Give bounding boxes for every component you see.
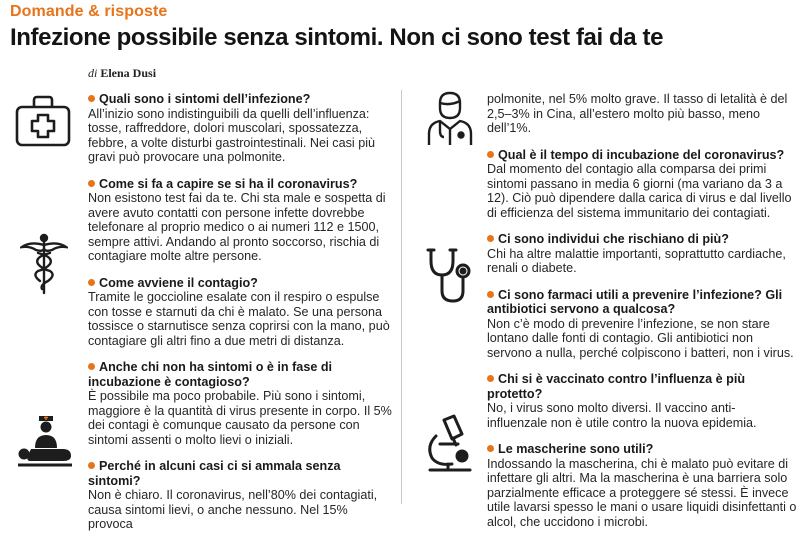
- qa-item: [487, 148, 797, 221]
- byline-prefix: di: [88, 66, 98, 80]
- bullet-dot: [487, 235, 494, 242]
- question-text: Qual è il tempo di incubazione del coronavirus?: [498, 147, 785, 162]
- answer: No, i virus sono molto diversi. Il vaccino anti- influenzale non è utile contro la nuova epidemia.: [487, 401, 757, 430]
- qa-item: [88, 177, 393, 264]
- qa-continuation: [487, 92, 797, 136]
- bullet-dot: [88, 279, 95, 286]
- doctor-icon: [426, 91, 474, 147]
- question-text: Ci sono farmaci utili a prevenire l’infezione? Gli antibiotici servono a qualcosa?: [487, 287, 783, 316]
- question-text: Come avviene il contagio?: [99, 275, 258, 290]
- question: [88, 92, 393, 107]
- page-title: Infezione possibile senza sintomi. Non ci sono test fai da te: [10, 24, 664, 51]
- question: [487, 442, 797, 457]
- question: [88, 276, 393, 291]
- right-column: [487, 92, 797, 541]
- answer: Non c’è modo di prevenire l’infezione, se non stare lontano dalle fonti di contagio. Gli antibiotici non servono a nulla, perché colpiscono i batteri, non i virus.: [487, 316, 794, 360]
- answer: All’inizio sono indistinguibili da quelli dell’influenza: tosse, raffreddore, dolori muscolari, spossatezza, febbre, a volte disturbi gastrointestinali. Nei casi più gravi può provocare una polmonite.: [88, 106, 376, 164]
- qa-item: [487, 442, 797, 529]
- first-aid-kit-icon: [14, 93, 72, 149]
- qa-item: [487, 372, 797, 430]
- answer: È possibile ma poco probabile. Più sono i sintomi, maggiore è la quantità di virus presente in corpo. Il 5% dei contagi è comunque causato da persone con sintomi assenti o molto lievi o iniziali.: [88, 389, 392, 447]
- bullet-dot: [88, 180, 95, 187]
- question-text: Come si fa a capire se si ha il coronavirus?: [99, 176, 358, 191]
- answer: Dal momento del contagio alla comparsa dei primi sintomi passano in media 6 giorni (ma variano da 3 a 12). Ciò può dipendere dalla carica di virus e dal livello di efficienza del sistema immunitario dei contagiati.: [487, 162, 792, 220]
- bullet-dot: [88, 363, 95, 370]
- bullet-dot: [487, 375, 494, 382]
- answer: Non esistono test fai da te. Chi sta male e sospetta di avere avuto contatti con persone infette dovrebbe telefonare al proprio medico o ai numeri 112 e 1500, sempre attivi. Andando al pronto soccorso, rischia di contagiare molte altre persone.: [88, 191, 386, 263]
- answer: Indossando la mascherina, chi è malato può evitare di infettare gli altri. Ma la mascherina è una barriera solo parzialmente efficace a proteggere sé stessi. È invece utile lavarsi spesso le mani o usare liquidi disinfettanti o alcol, che uccidono i microbi.: [487, 456, 797, 529]
- qa-item: [487, 288, 797, 361]
- question: [487, 148, 797, 163]
- question-text: Ci sono individui che rischiano di più?: [498, 232, 729, 246]
- qa-item: [487, 232, 797, 276]
- question: [88, 360, 393, 389]
- qa-item: [88, 276, 393, 349]
- caduceus-icon: [20, 233, 68, 295]
- bullet-dot: [487, 445, 494, 452]
- byline-author: Elena Dusi: [100, 66, 157, 80]
- answer: Non è chiaro. Il coronavirus, nell’80% dei contagiati, causa sintomi lievi, o anche nessuno. Nel 15% provoca: [88, 488, 378, 531]
- bullet-dot: [487, 151, 494, 158]
- byline: [88, 66, 156, 81]
- answer-continuation: polmonite, nel 5% molto grave. Il tasso di letalità è del 2,5–3% in Cina, all’estero molto più basso, meno dell’1%.: [487, 92, 788, 135]
- left-column: [88, 92, 393, 544]
- bullet-dot: [88, 462, 95, 469]
- bullet-dot: [88, 95, 95, 102]
- bullet-dot: [487, 291, 494, 298]
- question-text: Perché in alcuni casi ci si ammala senza sintomi?: [88, 459, 341, 488]
- qa-item: [88, 459, 393, 532]
- question: [487, 372, 797, 401]
- question: [487, 232, 797, 247]
- microscope-icon: [424, 414, 476, 474]
- question: [487, 288, 797, 317]
- answer: Tramite le goccioline esalate con il respiro o espulse con tosse e starnuti da chi è malato. Se una persona tossisce o starnutisce senza coprirsi con la mano, può contagiare gli altri fino a due metri di distanza.: [88, 290, 390, 348]
- question-text: Chi si è vaccinato contro l’influenza è più protetto?: [487, 372, 746, 401]
- question-text: Anche chi non ha sintomi o è in fase di incubazione è contagioso?: [88, 360, 333, 389]
- column-divider: [401, 90, 402, 504]
- qa-item: [88, 92, 393, 165]
- question-text: Quali sono i sintomi dell’infezione?: [99, 92, 311, 106]
- question: [88, 177, 393, 192]
- patient-bed-icon: [16, 414, 74, 472]
- qa-item: [88, 360, 393, 447]
- stethoscope-icon: [425, 247, 475, 305]
- answer: Chi ha altre malattie importanti, soprattutto cardiache, renali o diabete.: [487, 246, 786, 275]
- question: [88, 459, 393, 488]
- section-kicker: Domande & risposte: [10, 3, 168, 20]
- question-text: Le mascherine sono utili?: [498, 442, 654, 456]
